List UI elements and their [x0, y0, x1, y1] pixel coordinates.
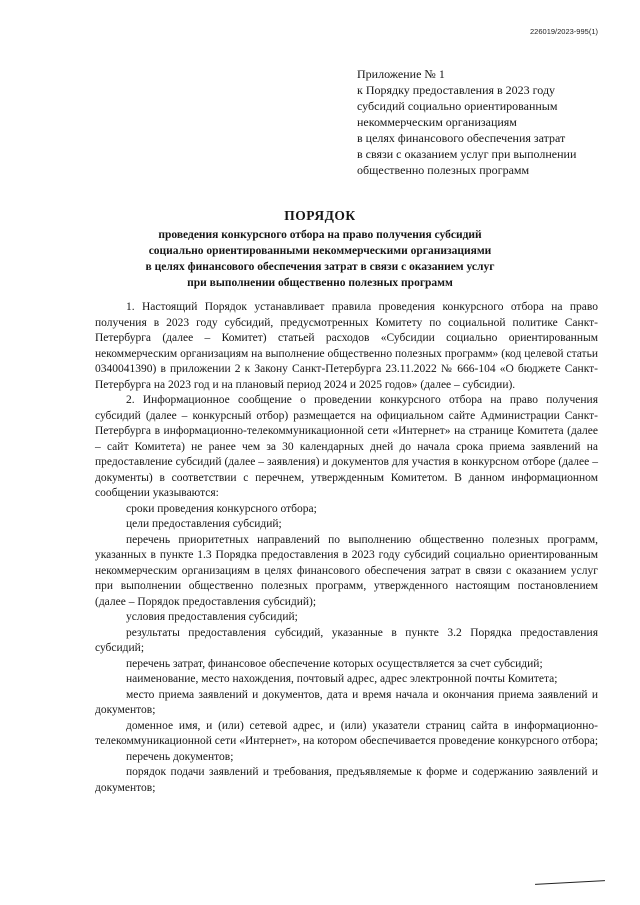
list-item: условия предоставления субсидий;: [126, 611, 298, 623]
list-item: место приема заявлений и документов, дата и время начала и окончания приема заявлений и документов;: [95, 688, 598, 716]
document-subtitle: [0, 227, 640, 291]
list-item: перечень приоритетных направлений по выполнению общественно полезных программ, указанных в пункте 1.3 Порядка предоставления в 2023 году субсидий социально ориентированным некоммерческим организациям в целях финансового обеспечения затрат в связи с оказанием услуг при выполнении общественно полезных программ, утвержденного настоящим постановлением (далее – Порядок предоставления субсидий);: [95, 533, 598, 608]
subtitle-line: при выполнении общественно полезных программ: [187, 277, 453, 289]
appendix-line: некоммерческим организациям: [357, 115, 517, 129]
list-item: наименование, место нахождения, почтовый адрес, адрес электронной почты Комитета;: [126, 673, 558, 685]
list-item: перечень затрат, финансовое обеспечение которых осуществляется за счет субсидий;: [126, 657, 543, 670]
list-item: перечень документов;: [126, 750, 234, 763]
list-item: доменное имя, и (или) сетевой адрес, и (или) указатели страниц сайта в информационно-телекоммуникационной сети «Интернет», на котором обеспечивается проведение конкурсного отбора;: [95, 719, 599, 747]
signature-line: [535, 880, 605, 885]
subtitle-line: социально ориентированными некоммерческими организациями: [148, 245, 492, 257]
appendix-line: общественно полезных программ: [357, 163, 530, 177]
subtitle-line: в целях финансового обеспечения затрат в связи с оказанием услуг: [145, 261, 495, 273]
document-body: [95, 300, 598, 796]
paragraph-1: 1. Настоящий Порядок устанавливает правила проведения конкурсного отбора на право получения в 2023 году субсидий, предусмотренных Комитету по социальной политике Санкт-Петербурга (далее – Комитет) статьей расходов «Субсидии социально ориентированным некоммерческим организациям на выполнение общественно полезных программ» (код целевой статьи 0340041390) в приложении 2 к Закону Санкт-Петербурга 23.11.2022 № 666-104 «О бюджете Санкт-Петербурга на 2023 год и на плановый период 2024 и 2025 годов» (далее – субсидии).: [95, 301, 598, 391]
paragraph-2: 2. Информационное сообщение о проведении конкурсного отбора на право получения субсидий (далее – конкурсный отбор) размещается на официальном сайте Администрации Санкт-Петербурга в информационно-телекоммуникационной сети «Интернет» на странице Комитета (далее – сайт Комитета) не ранее чем за 30 календарных дней до начала срока приема заявлений на предоставление субсидий (далее – заявления) и документов для участия в конкурсном отборе (далее – документы) в соответствии с перечнем, утвержденным Комитетом. В данном информационном сообщении указываются:: [95, 394, 598, 499]
appendix-line: к Порядку предоставления в 2023 году: [357, 83, 556, 97]
document-title: ПОРЯДОК: [284, 208, 356, 223]
appendix-header: [357, 66, 617, 178]
list-item: результаты предоставления субсидий, указанные в пункте 3.2 Порядка предоставления субсидий;: [95, 626, 598, 654]
registration-number: 226019/2023-995(1): [530, 27, 598, 36]
appendix-line: субсидий социально ориентированным: [357, 99, 558, 113]
list-item: сроки проведения конкурсного отбора;: [126, 502, 317, 515]
list-item: цели предоставления субсидий;: [126, 518, 282, 530]
appendix-line: Приложение № 1: [357, 67, 445, 81]
appendix-line: в связи с оказанием услуг при выполнении: [357, 147, 577, 161]
appendix-line: в целях финансового обеспечения затрат: [357, 131, 566, 145]
subtitle-line: проведения конкурсного отбора на право получения субсидий: [158, 229, 482, 241]
list-item: порядок подачи заявлений и требования, предъявляемые к форме и содержанию заявлений и документов;: [95, 766, 598, 794]
